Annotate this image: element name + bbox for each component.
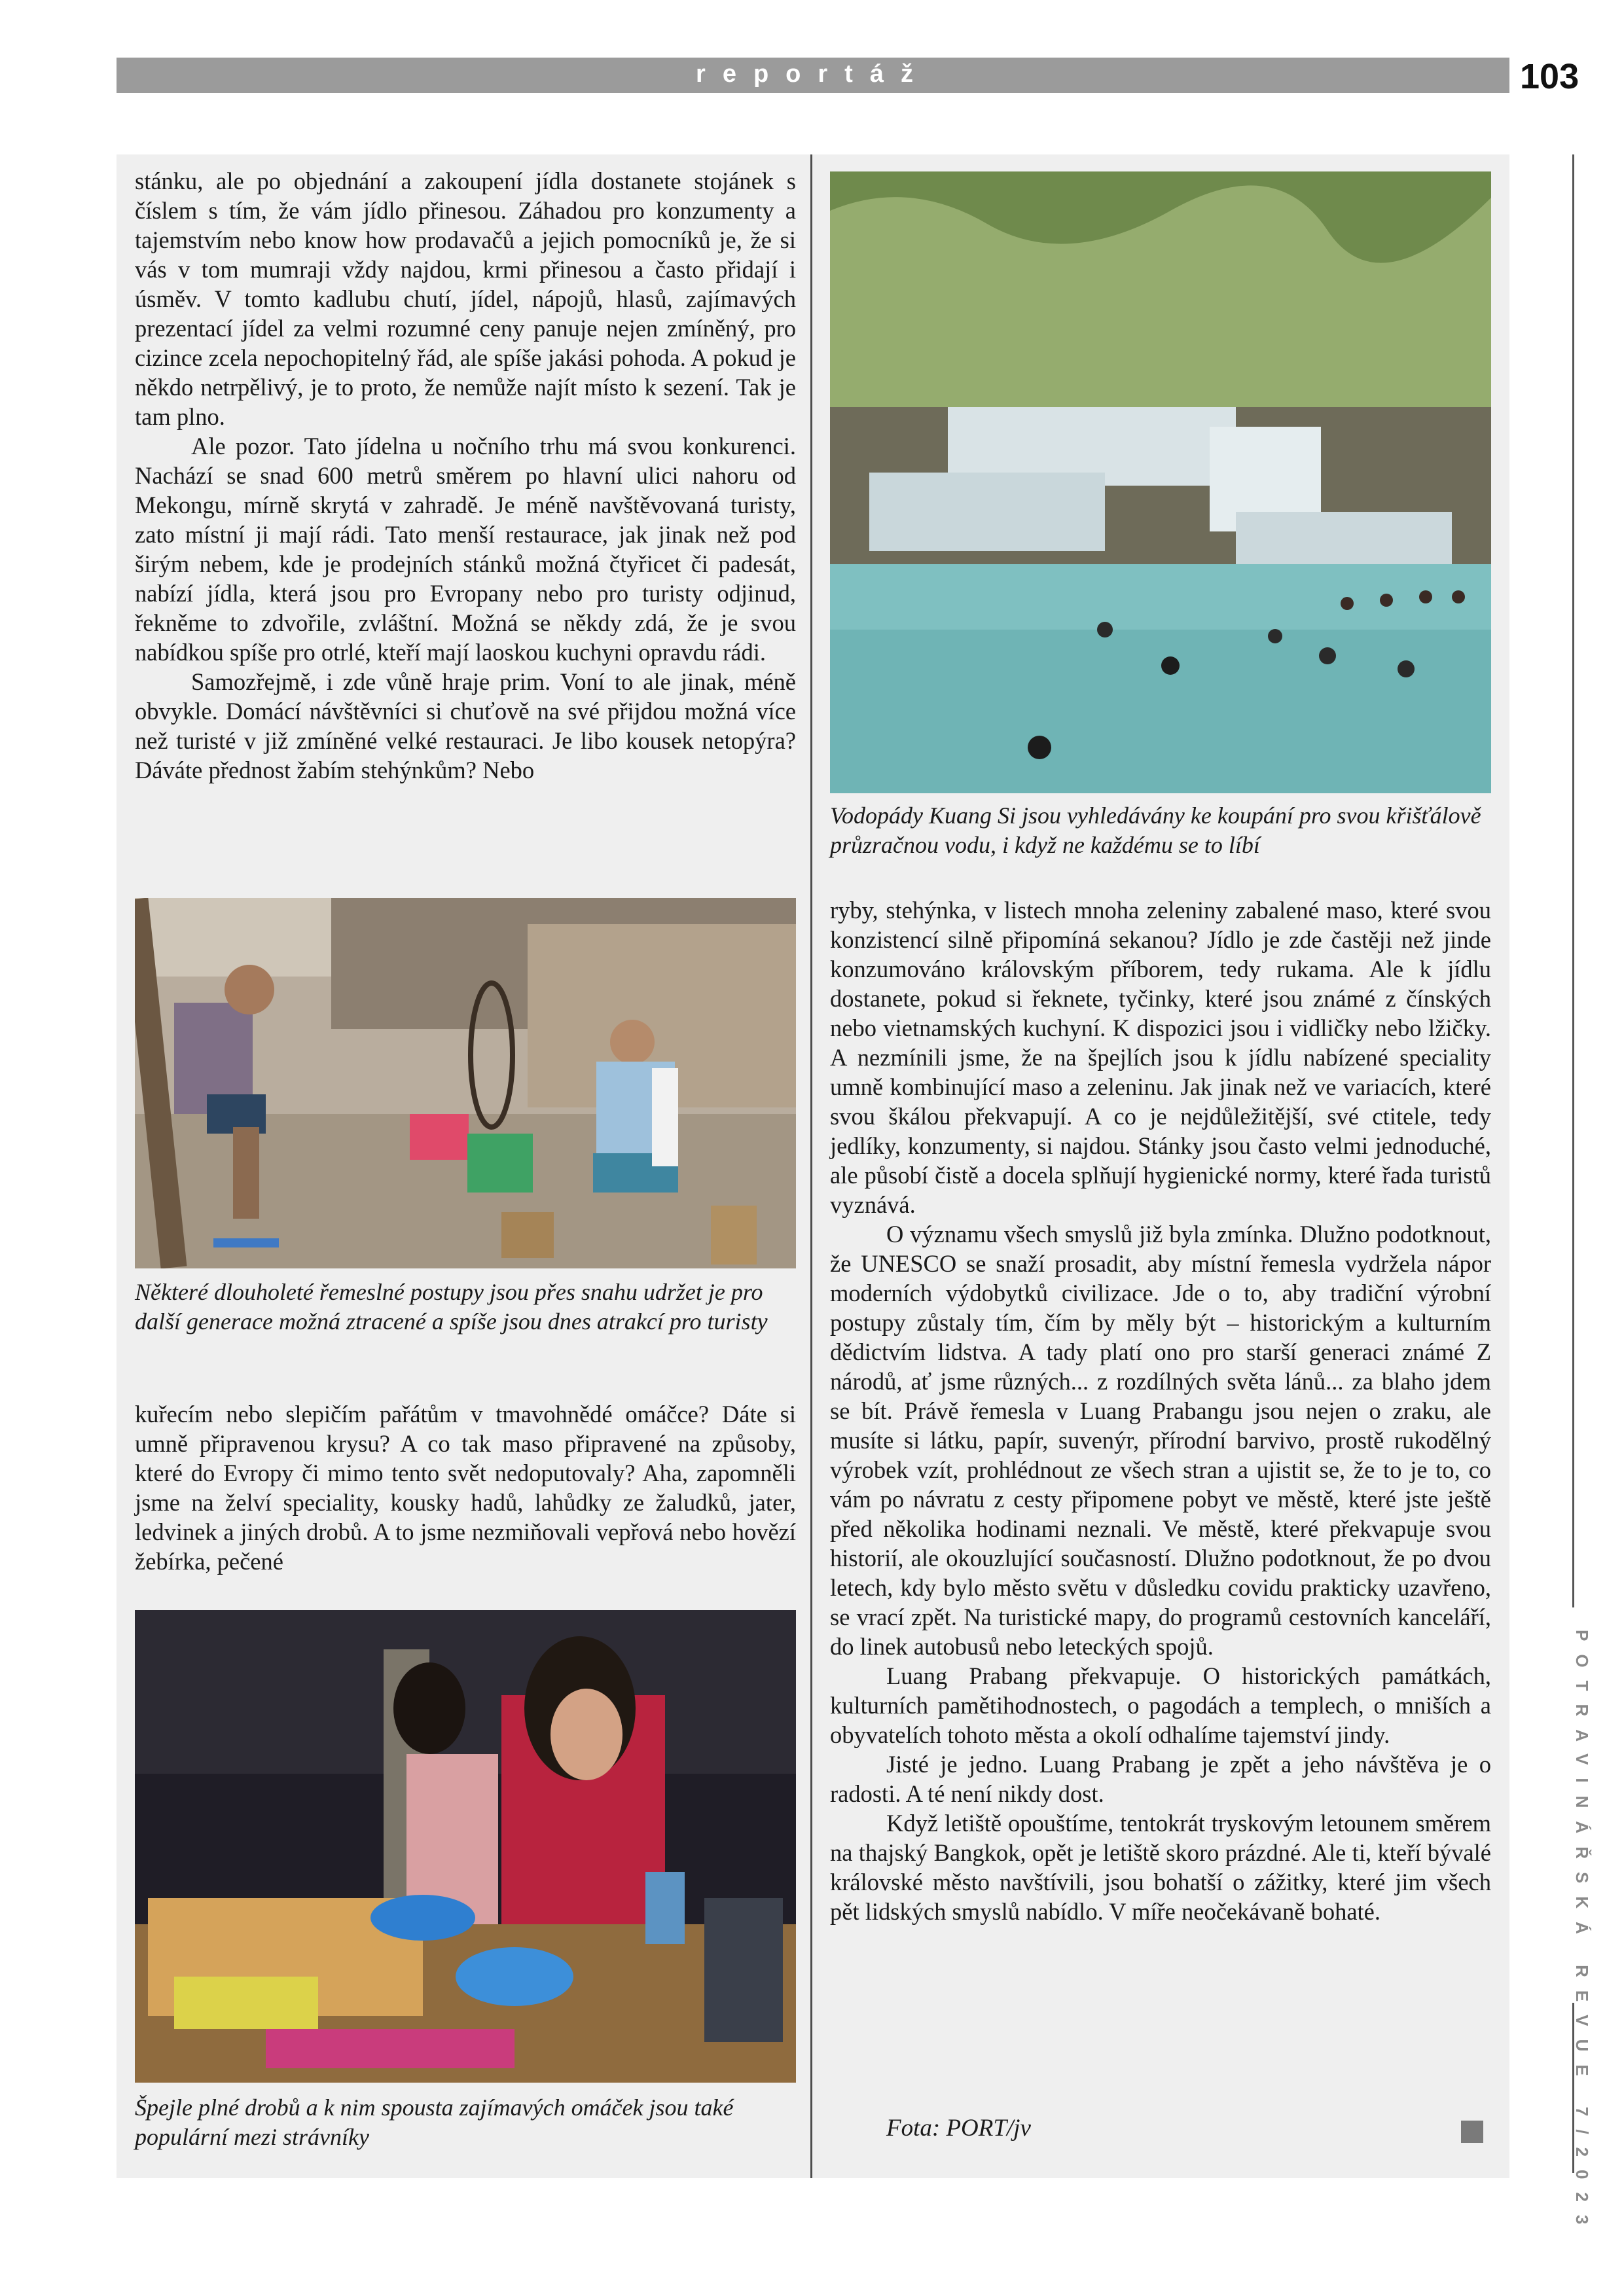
section-header-bar <box>117 58 1509 93</box>
article-text-left-top <box>135 166 796 785</box>
paragraph: O významu všech smyslů již byla zmínka. Dlužno podotknout, že UNESCO se snaží prosadit, aby místní řemesla vydržela nápor moderních výdobytků civilizace. Jde o to, aby tradiční výrobní postupy zůstaly tím, čím by měly být – historickým a kulturním dědictvím lidstva. A tady platí ono pro starší generaci známé Z národů, ať jsme různých... z rozdílných světa lánů... za blaho jdem se bít. Právě řemesla v Luang Prabangu jsou nejen o zraku, ale musíte si látku, papír, suvenýr, přírodní barvivo, prostě rukodělný výrobek vzít, prohlédnout ze všech stran a ujistit se, že to je to, co vám po návratu z cesty připomene pobyt ve městě, které jste ještě před několika hodinami neznali. Ve městě, které překvapuje svou historií, ale okouzlující současností. Dlužno podotknout, že po dvou letech, kdy bylo město světu v důsledku covidu prakticky uzavřeno, se vrací zpět. Na turistické mapy, do programů cestovních kanceláří, do linek autobusů nebo leteckých spojů. <box>830 1221 1491 1660</box>
photo-caption: Některé dlouholeté řemeslné postupy jsou přes snahu udržet je pro další generace možná ztracené a spíše jsou dnes atrakcí pro turisty <box>135 1279 768 1335</box>
paragraph: Když letiště opouštíme, tentokrát tryskovým letounem směrem na thajský Bangkok, opět je letiště skoro prázdné. Ale ti, kteří bývalé královské město navštívili, jsou bohatší o zážitky, které jim všech pět lidských smyslů nabídlo. V míře neočekávaně bohaté. <box>830 1810 1491 1925</box>
photo-food-stall <box>135 1610 796 2083</box>
article-text-right <box>830 895 1491 1926</box>
photo-caption: Špejle plné drobů a k nim spousta zajímavých omáček jsou také populární mezi strávníky <box>135 2094 734 2150</box>
paragraph: Samozřejmě, i zde vůně hraje prim. Voní to ale jinak, méně obvykle. Domácí návštěvníci si chuťově na své přijdou možná více než turisté v již zmíněné velké restauraci. Je libo kousek netopýra? Dáváte přednost žabím stehýnkům? Nebo <box>135 668 796 783</box>
weaving-image <box>135 898 796 1268</box>
article-end-mark <box>1461 2121 1483 2143</box>
paragraph: kuřecím nebo slepičím pařátům v tmavohnědé omáčce? Dáte si umně připravenou krysu? A co tak maso připravené na způsoby, které do Evropy či mimo tento svět nedoputovaly? Aha, zapomněli jsme na želví speciality, kousky hadů, lahůdky ze žaludků, jater, ledvinek a jiných drobů. A to jsme nezmiňovali vepřová nebo hovězí žebírka, pečené <box>135 1401 796 1575</box>
paragraph: Luang Prabang překvapuje. O historických památkách, kulturních pamětihodnostech, o pagodách a templech, o mniších a obyvatelích tohoto města a okolí odhalíme tajemství jindy. <box>830 1662 1491 1748</box>
paragraph: Ale pozor. Tato jídelna u nočního trhu má svou konkurenci. Nachází se snad 600 metrů směrem po hlavní ulici nahoru od Mekongu, mírně skrytá v zahradě. Je méně navštěvovaná turisty, zato místní ji mají rádi. Tato menší restaurace, jak jinak než pod širým nebem, kde je prodejních stánků možná čtyřicet či padesát, nabízí jídla, která jsou pro Evropany nebo pro turisty odjinud, řekněme to zdvořile, zvláštní. Možná se někdy zdá, že je svou nabídkou spíše pro otrlé, kteří mají laoskou kuchyni opravdu rádi. <box>135 433 796 666</box>
paragraph: stánku, ale po objednání a zakoupení jídla dostanete stojánek s číslem s tím, že vám jídlo přinesou. Záhadou pro konzumenty a tajemstvím nebo know how prodavačů a jejich pomocníků je, že si vás v tom mumraji vždy najdou, krmi přinesou a často přidají i úsměv. V tomto kadlubu chutí, jídel, nápojů, hlasů, zajímavých prezentací jídel za velmi rozumné ceny panuje nejen zmíněný, pro cizince zcela nepochopitelný řád, ale spíše jakási pohoda. A pokud je někdo netrpělivý, je to proto, že nemůže najít místo k sezení. Tak je tam plno. <box>135 168 796 430</box>
paragraph: ryby, stehýnka, v listech mnoha zeleniny zabalené maso, které svou konzistencí silně připomíná sekanou? Jídlo je zde častěji než jinde konzumováno královským příborem, tedy rukama. Ale k jídlu dostanete, pokud si řeknete, tyčinky, které jsou známé z čínských nebo vietnamských kuchyní. K dispozici jsou i vidličky nebo lžičky. A nezmínili jsme, že na špejlích jsou k jídlu nabízené speciality umně kombinující maso a zeleninu. Jak jinak než ve variacích, které svou škálou překvapují. A co je nejdůležitější, své ctitele, tedy jedlíky, konzumenty, si najdou. Stánky jsou často velmi jednoduché, ale působí čistě a docela splňují hygienické normy, které řada turistů vyznává. <box>830 897 1491 1218</box>
journal-name-vertical: POTRAVINÁŘSKÁ REVUE 7/2023 <box>1572 1630 1592 2238</box>
page-number: 103 <box>1520 57 1579 96</box>
column-divider <box>810 154 812 2178</box>
food-stall-image <box>135 1610 796 2083</box>
side-rule <box>1572 154 1574 1607</box>
photo-credit: Fota: PORT/jv <box>886 2115 1031 2142</box>
waterfall-image <box>830 171 1491 793</box>
paragraph: Jisté je jedno. Luang Prabang je zpět a jeho návštěva je o radosti. A té není nikdy dost. <box>830 1751 1491 1807</box>
photo-weaving <box>135 898 796 1268</box>
photo-caption: Vodopády Kuang Si jsou vyhledávány ke koupání pro svou křišťálově průzračnou vodu, i když ne každému se to líbí <box>830 802 1481 858</box>
photo-waterfall <box>830 171 1491 793</box>
article-text-left-bottom <box>135 1399 796 1576</box>
section-label: reportáž <box>696 60 930 88</box>
